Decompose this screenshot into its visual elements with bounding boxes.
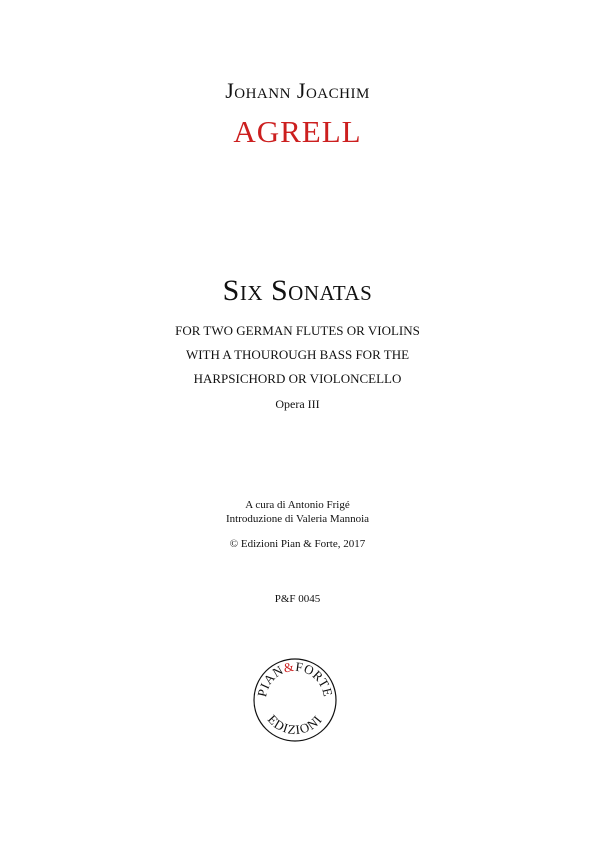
publisher-seal-logo [252, 657, 338, 743]
opus-number: Opera III [275, 397, 320, 411]
copyright-notice: © Edizioni Pian & Forte, 2017 [229, 538, 366, 550]
composer-surname: AGRELL [233, 114, 362, 149]
subtitle-line: FOR TWO GERMAN FLUTES OR VIOLINS [175, 323, 420, 338]
composer-name: Johann Joachim [225, 78, 370, 103]
subtitle-line: WITH A THOUROUGH BASS FOR THE [185, 347, 410, 362]
svg-text:EDIZIONI: EDIZIONI [264, 711, 326, 738]
editor-credit: A cura di Antonio Frigé [245, 499, 350, 511]
subtitle-line: HARPSICHORD OR VIOLONCELLO [193, 371, 402, 386]
introduction-credit: Introduzione di Valeria Mannoia [225, 513, 370, 525]
catalog-number: P&F 0045 [274, 593, 321, 605]
work-title: Six Sonatas [222, 274, 373, 307]
svg-text:PIAN&FORTE: PIAN&FORTE [254, 658, 336, 699]
